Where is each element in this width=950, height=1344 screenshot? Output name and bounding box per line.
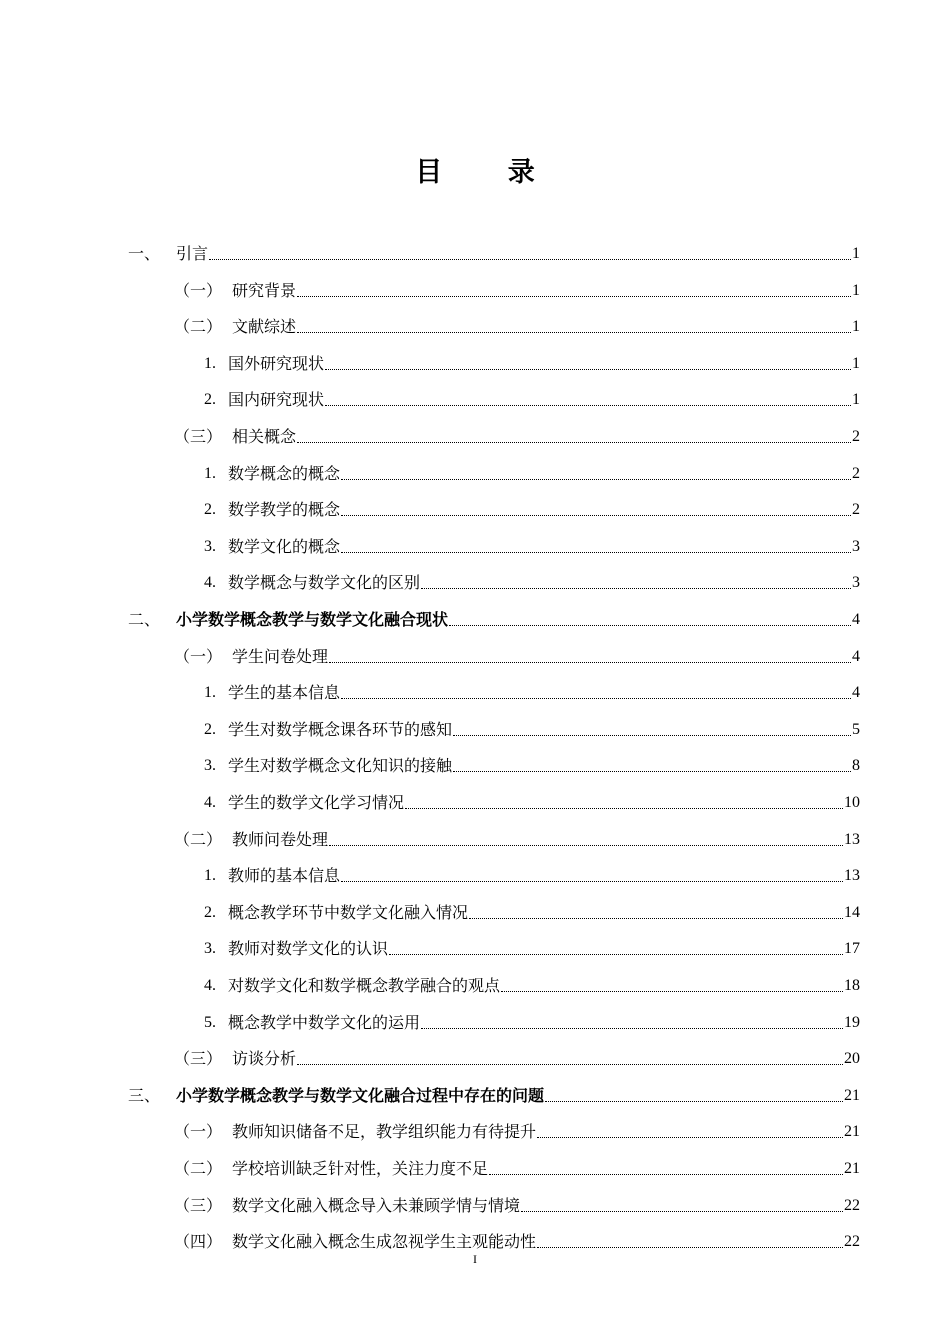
toc-entry-number: 三、	[128, 1085, 161, 1105]
toc-entry-label: 小学数学概念教学与数学文化融合现状	[176, 610, 449, 629]
toc-entry-label: 数学概念与数学文化的区别	[228, 573, 421, 593]
toc-entry-number: 2.	[204, 903, 216, 921]
toc-leader-dots	[405, 807, 843, 809]
toc-entry[interactable]	[128, 606, 860, 630]
toc-entry-label: 概念教学环节中数学文化融入情况	[228, 902, 469, 922]
toc-entry-page: 13	[844, 830, 860, 848]
toc-entry-page: 21	[844, 1123, 860, 1141]
toc-entry-number: （二）	[174, 317, 223, 337]
toc-leader-dots	[501, 990, 843, 992]
toc-entry-number: （一）	[174, 646, 223, 666]
toc-entry-page: 22	[844, 1233, 860, 1251]
toc-leader-dots	[449, 624, 851, 626]
toc-entry[interactable]	[174, 1155, 860, 1179]
toc-entry[interactable]	[128, 240, 860, 264]
toc-entry-label: 引言	[176, 244, 209, 263]
toc-leader-dots	[341, 880, 843, 882]
toc-entry-page: 13	[844, 867, 860, 885]
toc-entry[interactable]	[204, 386, 860, 410]
toc-entry-number: 2.	[204, 391, 216, 409]
toc-entry-page: 21	[844, 1160, 860, 1177]
toc-entry-page: 2	[852, 501, 860, 519]
toc-leader-dots	[341, 514, 851, 516]
toc-entry[interactable]	[174, 1045, 860, 1069]
toc-entry[interactable]	[204, 679, 860, 703]
toc-entry-number: 二、	[128, 610, 161, 629]
toc-entry-page: 22	[844, 1196, 860, 1214]
toc-entry-label: 数学文化的概念	[228, 536, 341, 556]
toc-entry-label: 学生对数学概念文化知识的接触	[228, 756, 453, 776]
toc-leader-dots	[421, 587, 851, 589]
footer-page-number: I	[473, 1252, 477, 1266]
toc-entry-label: 数学教学的概念	[228, 500, 341, 520]
toc-entry-label: 学校培训缺乏针对性，关注力度不足	[232, 1159, 489, 1178]
toc-entry-label: 数学文化融入概念导入未兼顾学情与情境	[232, 1195, 521, 1215]
toc-entry-number: 3.	[204, 940, 216, 958]
toc-leader-dots	[341, 478, 851, 480]
toc-leader-dots	[325, 368, 851, 370]
toc-leader-dots	[537, 1136, 843, 1138]
toc-leader-dots	[453, 734, 851, 736]
toc-entry-number: （三）	[174, 1195, 223, 1215]
toc-entry[interactable]	[204, 899, 860, 923]
toc-entry-page: 20	[844, 1050, 860, 1068]
toc-entry[interactable]	[204, 935, 860, 959]
toc-entry-number: 3.	[204, 757, 216, 775]
toc-entry-number: 2.	[204, 501, 216, 519]
toc-entry[interactable]	[174, 1118, 860, 1142]
toc-entry[interactable]	[174, 643, 860, 667]
toc-entry-page: 8	[852, 757, 860, 775]
toc-entry-label: 研究背景	[232, 280, 297, 300]
toc-entry-number: （四）	[174, 1232, 223, 1252]
toc-entry-label: 教师的基本信息	[228, 866, 341, 886]
toc-entry[interactable]	[204, 460, 860, 484]
toc-entry-page: 1	[852, 391, 860, 409]
toc-leader-dots	[537, 1246, 843, 1248]
toc-leader-dots	[209, 258, 851, 260]
toc-entry-label: 相关概念	[232, 427, 297, 446]
toc-entry-label: 教师知识储备不足，教学组织能力有待提升	[232, 1122, 537, 1142]
toc-entry-page: 3	[852, 574, 860, 592]
toc-entry-number: 一、	[128, 244, 161, 263]
toc-entry-label: 文献综述	[232, 317, 297, 337]
toc-entry-page: 17	[844, 940, 860, 958]
toc-leader-dots	[469, 917, 843, 919]
toc-leader-dots	[297, 295, 851, 297]
toc-entry[interactable]	[174, 1192, 860, 1216]
toc-entry-page: 14	[844, 903, 860, 921]
toc-entry[interactable]	[204, 789, 860, 813]
toc-entry[interactable]	[174, 313, 860, 337]
toc-entry-page: 1	[852, 354, 860, 372]
toc-entry-page: 10	[844, 794, 860, 811]
toc-entry-label: 学生问卷处理	[232, 646, 329, 666]
toc-entry[interactable]	[204, 1009, 860, 1033]
toc-entry-label: 学生的基本信息	[228, 683, 341, 703]
toc-entry-label: 教师问卷处理	[232, 829, 329, 849]
toc-leader-dots	[341, 697, 851, 699]
toc-entry-number: （二）	[174, 829, 223, 849]
toc-entry-number: 4.	[204, 574, 216, 592]
toc-entry-page: 21	[844, 1086, 860, 1104]
toc-entry-label: 国外研究现状	[228, 353, 325, 373]
toc-entry-page: 4	[852, 647, 860, 665]
toc-leader-dots	[297, 441, 851, 443]
toc-entry[interactable]	[204, 716, 860, 740]
toc-entry-number: （二）	[174, 1159, 223, 1178]
toc-leader-dots	[489, 1173, 843, 1175]
toc-entry-number: 1.	[204, 464, 216, 482]
toc-entry[interactable]	[204, 972, 860, 996]
toc-entry-number: （三）	[174, 427, 223, 446]
toc-leader-dots	[521, 1210, 843, 1212]
page-title: 目 录	[415, 157, 563, 188]
toc-entry-page: 18	[844, 977, 860, 994]
toc-entry-number: （一）	[174, 280, 223, 300]
toc-entry-page: 1	[852, 245, 860, 262]
toc-leader-dots	[421, 1027, 843, 1029]
toc-entry-label: 对数学文化和数学概念教学融合的观点	[228, 976, 501, 995]
toc-entry-page: 1	[852, 281, 860, 299]
toc-entry-number: 4.	[204, 977, 216, 994]
toc-entry[interactable]	[204, 862, 860, 886]
toc-entry-number: （一）	[174, 1122, 223, 1142]
toc-leader-dots	[297, 331, 851, 333]
toc-entry[interactable]	[204, 496, 860, 520]
toc-leader-dots	[329, 661, 851, 663]
toc-leader-dots	[341, 551, 851, 553]
toc-entry-number: 4.	[204, 794, 216, 811]
toc-entry-number: （三）	[174, 1049, 223, 1069]
toc-entry-page: 2	[852, 464, 860, 482]
toc-entry[interactable]	[174, 1228, 860, 1252]
toc-leader-dots	[325, 404, 851, 406]
toc-entry-page: 3	[852, 537, 860, 555]
toc-entry-label: 教师对数学文化的认识	[228, 939, 389, 959]
toc-leader-dots	[297, 1063, 843, 1065]
toc-entry-page: 1	[852, 318, 860, 336]
toc-entry-label: 国内研究现状	[228, 390, 325, 410]
toc-entry-label: 学生对数学概念课各环节的感知	[228, 719, 453, 739]
toc-entry-page: 4	[852, 611, 860, 628]
toc-entry-page: 19	[844, 1013, 860, 1031]
toc-entry-label: 小学数学概念教学与数学文化融合过程中存在的问题	[176, 1085, 545, 1105]
toc-entry[interactable]	[174, 423, 860, 447]
toc-entry-page: 4	[852, 684, 860, 702]
toc-entry[interactable]	[174, 277, 860, 301]
toc-entry-label: 访谈分析	[232, 1049, 297, 1069]
toc-entry-label: 数学概念的概念	[228, 463, 341, 483]
toc-entry-number: 1.	[204, 867, 216, 885]
toc-entry[interactable]	[204, 569, 860, 593]
toc-entry-page: 5	[852, 720, 860, 738]
toc-entry[interactable]	[204, 350, 860, 374]
toc-entry-number: 3.	[204, 537, 216, 555]
toc-leader-dots	[389, 953, 843, 955]
toc-entry-label: 概念教学中数学文化的运用	[228, 1012, 421, 1032]
toc-entry-page: 2	[852, 428, 860, 445]
toc-entry-number: 1.	[204, 684, 216, 702]
toc-entry-label: 学生的数学文化学习情况	[228, 793, 405, 812]
toc-leader-dots	[453, 770, 851, 772]
toc-entry-number: 1.	[204, 354, 216, 372]
toc-entry-number: 5.	[204, 1013, 216, 1031]
toc-entry-label: 数学文化融入概念生成忽视学生主观能动性	[232, 1232, 537, 1252]
toc-entry[interactable]	[174, 826, 860, 850]
toc-entry[interactable]	[204, 752, 860, 776]
toc-leader-dots	[329, 844, 843, 846]
toc-leader-dots	[545, 1100, 843, 1102]
toc-entry[interactable]	[128, 1082, 860, 1106]
toc-entry[interactable]	[204, 533, 860, 557]
toc-entry-number: 2.	[204, 720, 216, 738]
